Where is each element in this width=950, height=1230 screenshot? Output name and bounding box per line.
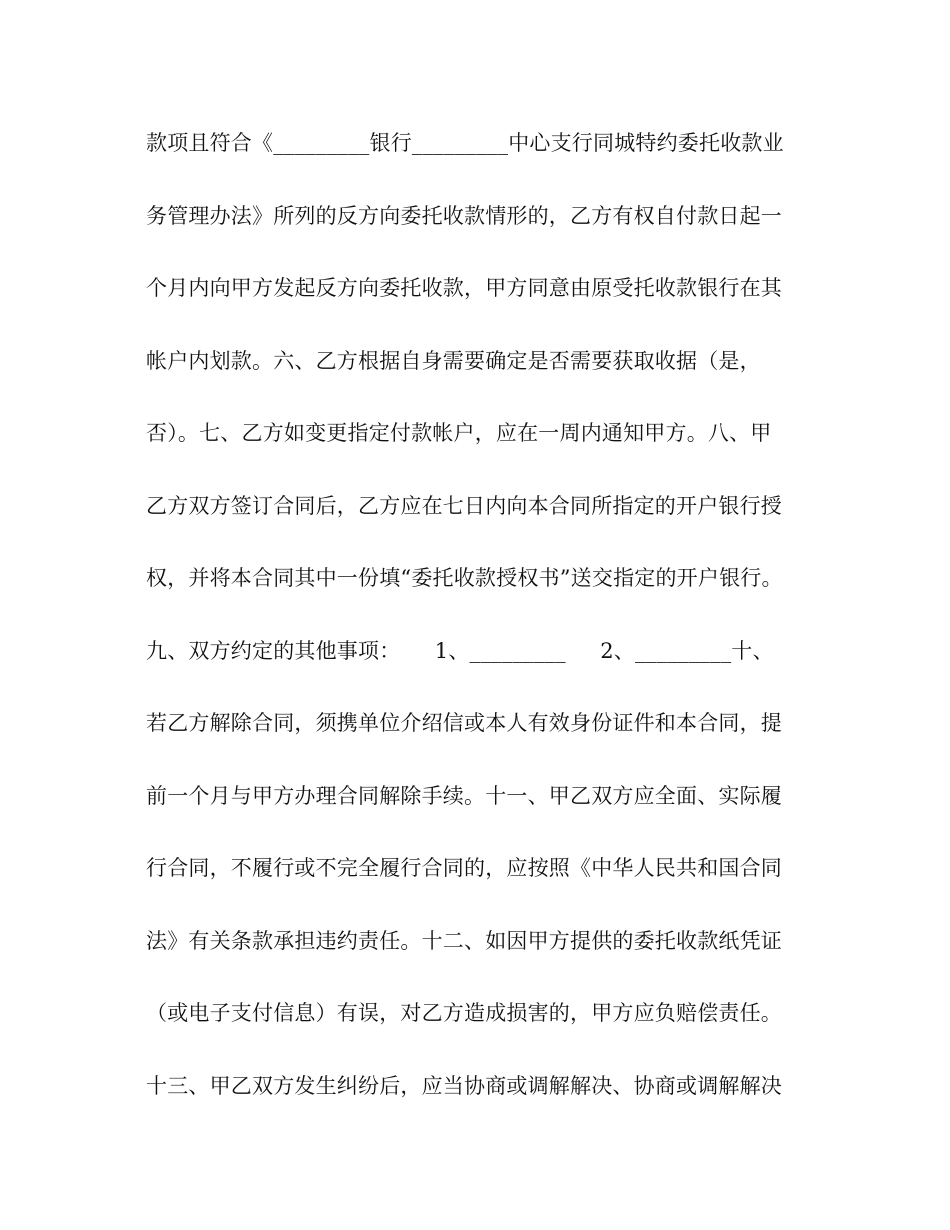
text-line: 务管理办法》所列的反方向委托收款情形的，乙方有权自付款日起一 [146,203,782,228]
text-line: 九、双方约定的其他事项： 1、_________ 2、_________十、 [146,638,774,663]
text-line: 若乙方解除合同，须携单位介绍信或本人有效身份证件和本合同，提 [146,711,782,735]
text-line: 乙方双方签订合同后，乙方应在七日内向本合同所指定的开户银行授 [146,493,782,518]
contract-body-text [146,118,806,1133]
text-line: 帐户内划款。六、乙方根据自身需要确定是否需要获取收据（是， [146,348,761,373]
text-line: 款项且符合《_________银行_________中心支行同城特约委托收款业 [146,131,784,155]
text-line: 个月内向甲方发起反方向委托收款，甲方同意由原受托收款银行在其 [146,276,782,300]
text-line: 前一个月与甲方办理合同解除手续。十一、甲乙双方应全面、实际履 [146,783,782,808]
text-line: 否）。七、乙方如变更指定付款帐户，应在一周内通知甲方。八、甲 [146,421,772,445]
text-line: 行合同，不履行或不完全履行合同的，应按照《中华人民共和国合同 [146,856,782,880]
text-line: （或电子支付信息）有误，对乙方造成损害的，甲方应负赔偿责任。 [146,1001,782,1025]
text-line: 权，并将本合同其中一份填“委托收款授权书”送交指定的开户银行。 [146,566,783,590]
text-line: 十三、甲乙双方发生纠纷后，应当协商或调解解决、协商或调解解决 [146,1073,782,1098]
text-line: 法》有关条款承担违约责任。十二、如因甲方提供的委托收款纸凭证 [146,928,782,953]
